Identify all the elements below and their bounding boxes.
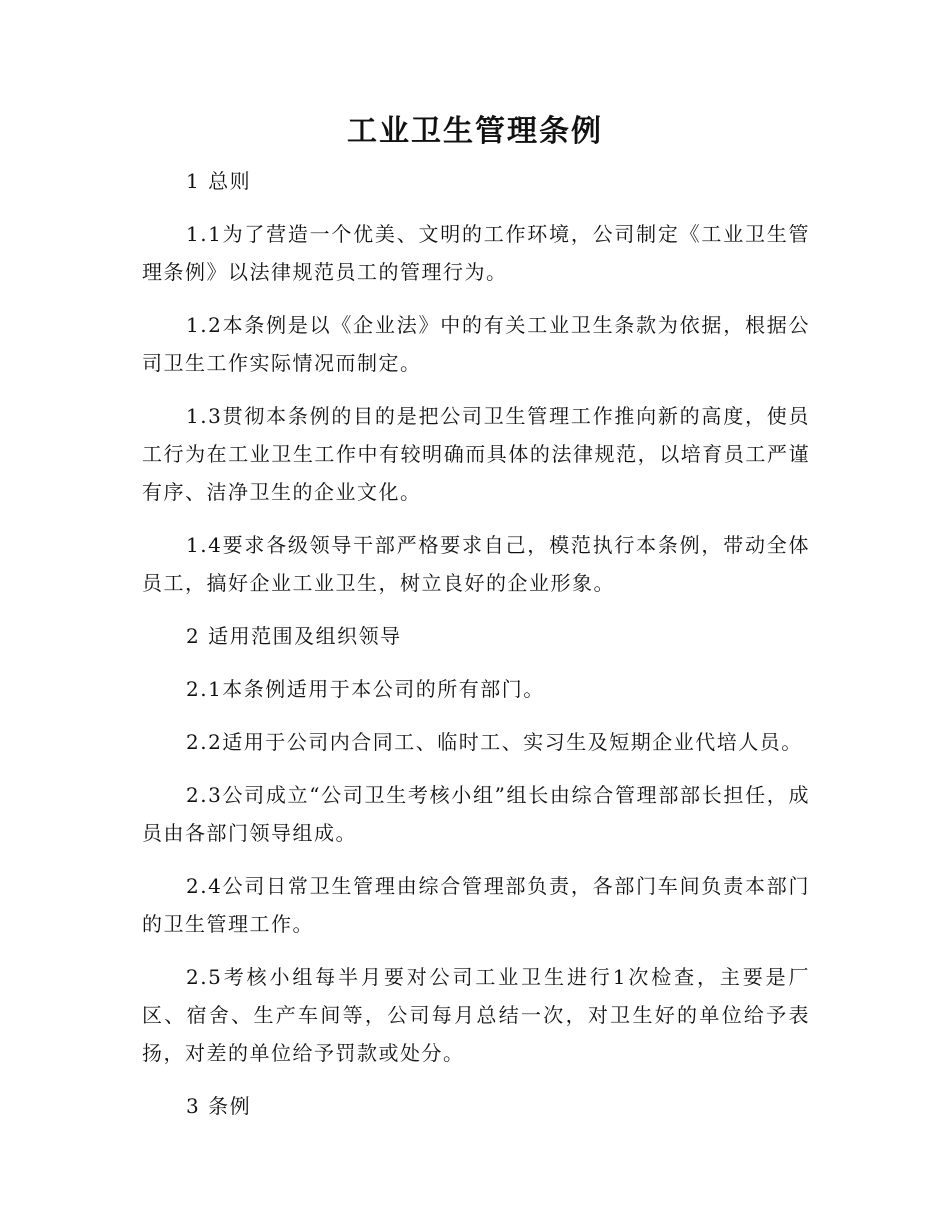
clause-2-3: 2.3公司成立“公司卫生考核小组”组长由综合管理部部长担任，成员由各部门领导组成。 — [142, 783, 810, 845]
clause-2-1: 2.1本条例适用于本公司的所有部门。 — [186, 677, 545, 701]
clause-2-2: 2.2适用于公司内合同工、临时工、实习生及短期企业代培人员。 — [186, 730, 803, 754]
section-heading-articles: 3 条例 — [186, 1094, 252, 1118]
clause-1-1: 1.1为了营造一个优美、文明的工作环境，公司制定《工业卫生管理条例》以法律规范员工的管理行为。 — [142, 222, 810, 284]
section-heading-general: 1 总则 — [186, 169, 252, 193]
document-title: 工业卫生管理条例 — [347, 114, 603, 149]
clause-2-5: 2.5考核小组每半月要对公司工业卫生进行1次检查，主要是厂区、宿舍、生产车间等，公司每月总结一次，对卫生好的单位给予表扬，对差的单位给予罚款或处分。 — [142, 965, 810, 1065]
clause-1-3: 1.3贯彻本条例的目的是把公司卫生管理工作推向新的高度，使员工行为在工业卫生工作中有较明确而具体的法律规范，以培育员工严谨有序、洁净卫生的企业文化。 — [142, 404, 810, 504]
clause-1-4: 1.4要求各级领导干部严格要求自己，模范执行本条例，带动全体员工，搞好企业工业卫生，树立良好的企业形象。 — [142, 533, 810, 595]
document-body — [142, 162, 810, 1140]
clause-2-4: 2.4公司日常卫生管理由综合管理部负责，各部门车间负责本部门的卫生管理工作。 — [142, 874, 810, 936]
section-heading-scope: 2 适用范围及组织领导 — [186, 624, 402, 648]
clause-1-2: 1.2本条例是以《企业法》中的有关工业卫生条款为依据，根据公司卫生工作实际情况而制定。 — [142, 313, 810, 375]
